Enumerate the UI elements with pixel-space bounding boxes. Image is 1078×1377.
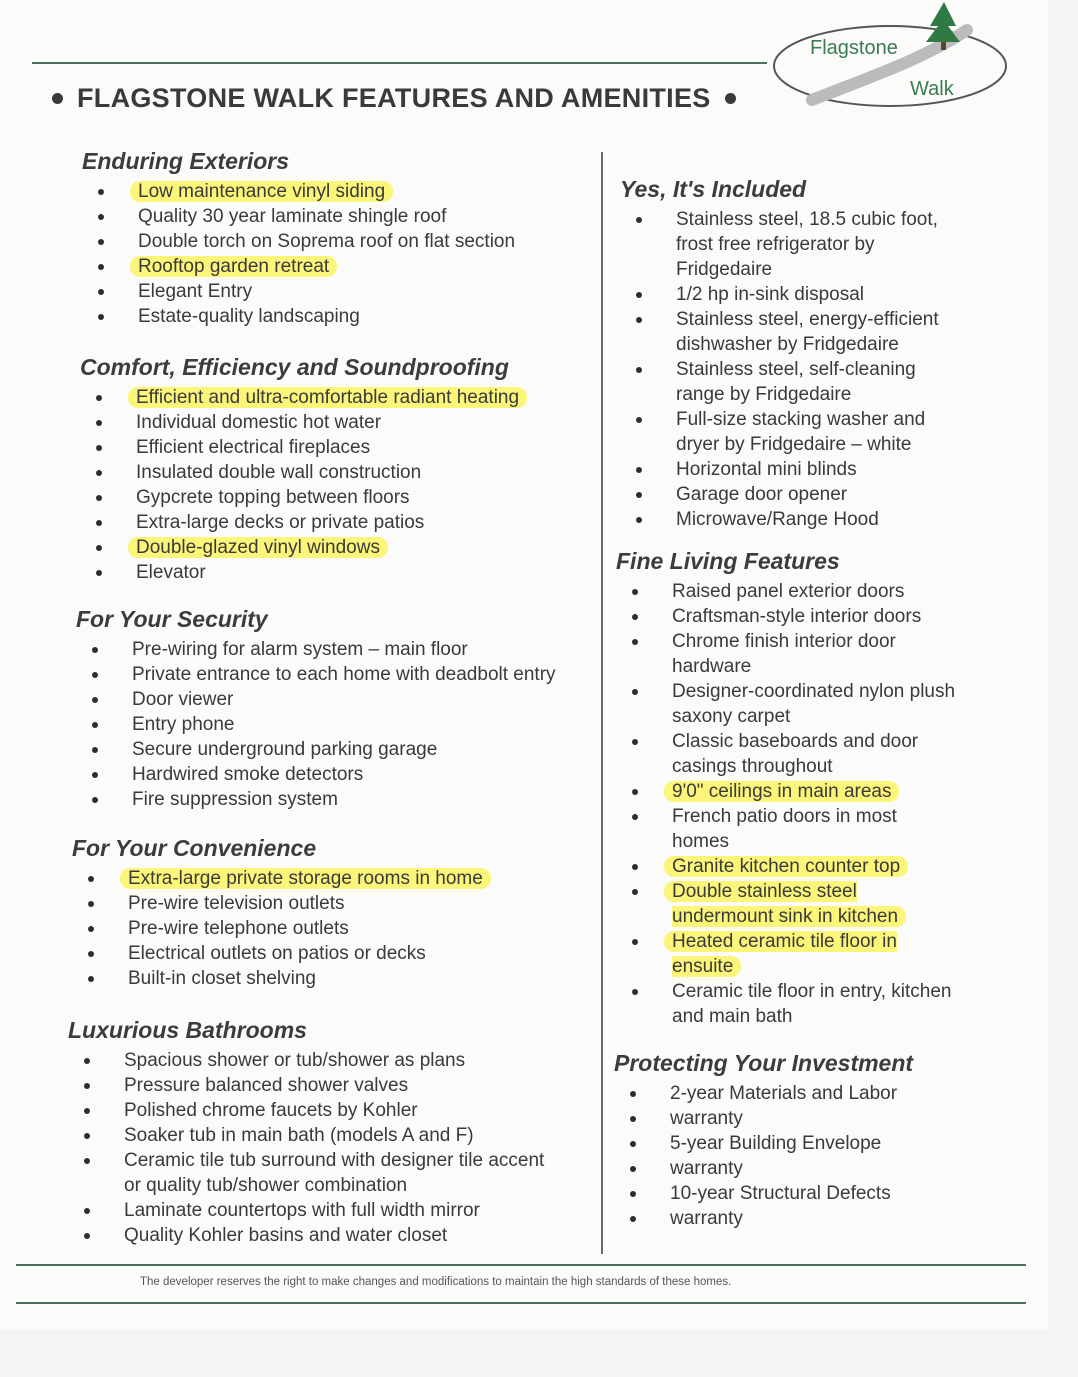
feature-text: Electrical outlets on patios or decks (128, 943, 426, 964)
feature-item (80, 435, 527, 460)
feature-item (620, 207, 939, 282)
feature-item (68, 1073, 544, 1098)
feature-text: Double stainless steel undermount sink in kitchen (664, 881, 906, 927)
feature-text: Elegant Entry (138, 281, 253, 302)
feature-item (72, 891, 491, 916)
column-divider (601, 152, 603, 1254)
feature-item (620, 507, 939, 532)
feature-text: Quality Kohler basins and water closet (124, 1225, 448, 1246)
feature-text: Polished chrome faucets by Kohler (124, 1100, 418, 1121)
feature-item (616, 779, 955, 804)
feature-item (620, 307, 939, 357)
feature-text: 9'0" ceilings in main areas (664, 781, 899, 802)
section-left-3 (72, 835, 491, 991)
section-right-2 (614, 1050, 913, 1231)
feature-list (72, 866, 491, 991)
feature-item (76, 637, 556, 662)
logo-text-walk: Walk (910, 78, 954, 100)
section-heading: Enduring Exteriors (82, 148, 290, 174)
feature-text: warranty (670, 1158, 743, 1179)
feature-text: Estate-quality landscaping (138, 306, 360, 327)
footer-disclaimer: The developer reserves the right to make changes and modifications to maintain the high standards of these homes. (140, 1276, 732, 1288)
feature-text: Pre-wire television outlets (128, 893, 345, 914)
feature-item (620, 357, 939, 407)
section-heading: Yes, It's Included (620, 176, 807, 202)
feature-text: Hardwired smoke detectors (132, 764, 364, 785)
feature-item (80, 510, 527, 535)
feature-item (76, 662, 556, 687)
feature-item (80, 410, 527, 435)
feature-list (68, 1048, 544, 1248)
feature-item (80, 385, 527, 410)
feature-text: Laminate countertops with full width mirror (124, 1200, 480, 1221)
feature-text: Craftsman-style interior doors (672, 606, 922, 627)
feature-text: Rooftop garden retreat (130, 256, 337, 277)
feature-item (82, 179, 515, 204)
feature-text: Ceramic tile floor in entry, kitchen and main bath (672, 981, 952, 1027)
feature-item (72, 866, 491, 891)
feature-item (76, 762, 556, 787)
feature-text: Double torch on Soprema roof on flat section (138, 231, 516, 252)
feature-item (616, 729, 955, 779)
feature-text: Soaker tub in main bath (models A and F) (124, 1125, 474, 1146)
feature-text: 1/2 hp in-sink disposal (676, 284, 864, 305)
feature-text: Low maintenance vinyl siding (130, 181, 393, 202)
feature-item (616, 804, 955, 854)
feature-text: Spacious shower or tub/shower as plans (124, 1050, 466, 1071)
footer-rule-top (16, 1264, 1026, 1266)
feature-list (614, 1081, 913, 1231)
feature-text: Entry phone (132, 714, 235, 735)
section-heading: Luxurious Bathrooms (68, 1017, 307, 1043)
feature-text: Extra-large decks or private patios (136, 512, 425, 533)
feature-text: Heated ceramic tile floor in ensuite (664, 931, 897, 977)
feature-item (614, 1081, 913, 1106)
feature-item (68, 1123, 544, 1148)
feature-text: Stainless steel, self-cleaning range by Fridgedaire (676, 359, 916, 405)
feature-item (616, 629, 955, 679)
feature-text: Full-size stacking washer and dryer by Fridgedaire – white (676, 409, 926, 455)
feature-text: Door viewer (132, 689, 234, 710)
top-rule (32, 62, 767, 64)
feature-text: 5-year Building Envelope (670, 1133, 882, 1154)
feature-text: Elevator (136, 562, 206, 583)
feature-list (616, 579, 955, 1029)
feature-item (68, 1223, 544, 1248)
feature-text: Individual domestic hot water (136, 412, 382, 433)
feature-text: Stainless steel, 18.5 cubic foot, frost free refrigerator by Fridgedaire (676, 209, 938, 280)
feature-item (80, 560, 527, 585)
feature-list (620, 207, 939, 532)
section-left-4 (68, 1017, 544, 1248)
feature-item (72, 941, 491, 966)
feature-text: Garage door opener (676, 484, 848, 505)
section-left-0 (82, 148, 515, 329)
feature-text: Private entrance to each home with deadbolt entry (132, 664, 556, 685)
feature-item (82, 304, 515, 329)
feature-item (616, 879, 955, 929)
section-right-0 (620, 176, 939, 532)
feature-item (616, 579, 955, 604)
feature-text: French patio doors in most homes (672, 806, 897, 852)
section-heading: Protecting Your Investment (614, 1050, 914, 1076)
section-heading: Fine Living Features (616, 548, 840, 574)
feature-item (82, 204, 515, 229)
feature-item (80, 535, 527, 560)
feature-text: Pre-wire telephone outlets (128, 918, 349, 939)
feature-item (620, 482, 939, 507)
feature-text: 2-year Materials and Labor (670, 1083, 898, 1104)
feature-text: Secure underground parking garage (132, 739, 438, 760)
feature-text: Pre-wiring for alarm system – main floor (132, 639, 468, 660)
feature-item (72, 966, 491, 991)
section-left-2 (76, 606, 556, 812)
feature-text: Efficient and ultra-comfortable radiant heating (128, 387, 527, 408)
feature-text: Stainless steel, energy-efficient dishwasher by Fridgedaire (676, 309, 939, 355)
feature-item (76, 687, 556, 712)
feature-text: Extra-large private storage rooms in home (120, 868, 491, 889)
feature-item (68, 1048, 544, 1073)
feature-item (616, 854, 955, 879)
feature-item (616, 979, 955, 1029)
feature-text: warranty (670, 1208, 743, 1229)
title-text: FLAGSTONE WALK FEATURES AND AMENITIES (77, 82, 711, 113)
feature-text: 10-year Structural Defects (670, 1183, 891, 1204)
feature-text: Efficient electrical fireplaces (136, 437, 371, 458)
feature-item (616, 929, 955, 979)
section-heading: For Your Convenience (72, 835, 317, 861)
feature-text: Raised panel exterior doors (672, 581, 905, 602)
bullet-dot-icon (725, 93, 736, 104)
feature-text: Double-glazed vinyl windows (128, 537, 388, 558)
feature-item (72, 916, 491, 941)
feature-text: Pressure balanced shower valves (124, 1075, 409, 1096)
feature-item (82, 229, 515, 254)
feature-text: Classic baseboards and door casings throughout (672, 731, 919, 777)
feature-item (620, 457, 939, 482)
feature-text: Designer-coordinated nylon plush saxony carpet (672, 681, 956, 727)
feature-text: warranty (670, 1108, 743, 1129)
feature-item (616, 679, 955, 729)
feature-text: Built-in closet shelving (128, 968, 316, 989)
feature-list (80, 385, 527, 585)
feature-text: Chrome finish interior door hardware (672, 631, 896, 677)
feature-text: Gypcrete topping between floors (136, 487, 410, 508)
feature-item (80, 460, 527, 485)
feature-item (616, 604, 955, 629)
feature-text: Fire suppression system (132, 789, 338, 810)
section-heading: Comfort, Efficiency and Soundproofing (80, 354, 509, 380)
bullet-dot-icon (52, 93, 63, 104)
section-right-1 (616, 548, 955, 1029)
feature-item (620, 282, 939, 307)
feature-item (82, 279, 515, 304)
feature-text: Microwave/Range Hood (676, 509, 879, 530)
feature-item (80, 485, 527, 510)
feature-item (76, 787, 556, 812)
feature-text: Horizontal mini blinds (676, 459, 857, 480)
feature-text: Insulated double wall construction (136, 462, 422, 483)
feature-text: Granite kitchen counter top (664, 856, 908, 877)
feature-item (620, 407, 939, 457)
section-left-1 (80, 354, 527, 585)
feature-item (68, 1198, 544, 1223)
feature-item (614, 1156, 913, 1181)
feature-list (76, 637, 556, 812)
feature-item (614, 1181, 913, 1206)
feature-text: Ceramic tile tub surround with designer tile accent or quality tub/shower combination (124, 1150, 545, 1196)
footer-rule-bottom (16, 1302, 1026, 1304)
page-title (52, 80, 736, 116)
feature-item (68, 1098, 544, 1123)
feature-item (76, 712, 556, 737)
feature-item (614, 1131, 913, 1156)
feature-text: Quality 30 year laminate shingle roof (138, 206, 447, 227)
logo-text-flagstone: Flagstone (810, 37, 898, 59)
feature-item (82, 254, 515, 279)
feature-item (68, 1148, 544, 1198)
feature-item (614, 1206, 913, 1231)
section-heading: For Your Security (76, 606, 268, 632)
feature-item (614, 1106, 913, 1131)
feature-list (82, 179, 515, 329)
feature-item (76, 737, 556, 762)
